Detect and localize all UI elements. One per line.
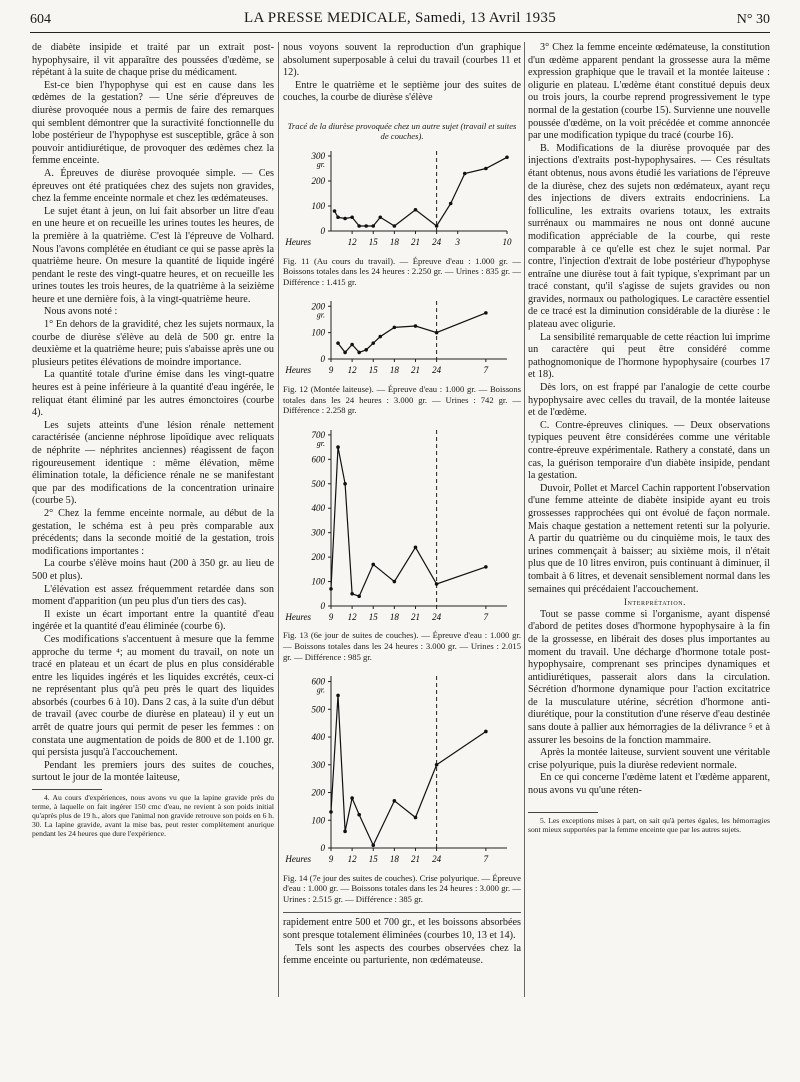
y-unit-label: gr. (316, 438, 325, 448)
y-tick-label: 600 (311, 454, 325, 465)
y-tick-label: 100 (311, 815, 325, 826)
data-point (357, 351, 361, 355)
x-tick-label: 18 (389, 236, 399, 247)
issue-number: N° 30 (736, 12, 770, 27)
data-point (484, 311, 488, 315)
paragraph: nous voyons souvent la reproduction d'un graphique absolument superposable à celui du travail (courbes 11 et 12). (283, 42, 521, 79)
figure-caption: Fig. 13 (6e jour de suites de couches). — Épreuve d'eau : 1.000 gr. — Boissons totales dans les 24 heures : 3.000 gr. — Urines : 2.015 gr. — Différence : 985 gr. (283, 630, 521, 662)
x-tick-label: 12 (347, 854, 357, 865)
paragraph: L'élévation est assez fréquemment retardée dans son moment d'apparition (un peu plus d'un tiers des cas). (32, 583, 274, 608)
footnote: 4. Au cours d'expériences, nous avons vu que la lapine gravide près du terme, à laquelle on fait ingérer 150 cmc d'eau, ne revient à son poids initial qu'après plus de 19 h., alors que l'animal non gravide retrouve son poids en 6 h. 30. La lapine gravide, avant la mise bas, peut rester complètement anurique pendant les 24 heures que dure l'expérience. (32, 793, 274, 839)
data-point (343, 830, 347, 834)
paragraph: Ces modifications s'accentuent à mesure que la femme approche du terme ⁴; au moment du travail, on note un tracé en plateau et un écart de plus en plus considérable entre les liquides ingérés et les liquides excrétés, ceux-ci ne représentant plus qu'à peu près le quart des liquides absorbés (courbes 6 à 10). Dans 2 cas, à la suite d'un début de travail (avec courbe de diurèse en plateau) il y eut un arrêt de quatre jours qui permit de peser les femmes : on constata une augmentation de poids de 800 et de 1.100 gr. qui persista jusqu'à l'accouchement. (32, 633, 274, 759)
data-point (350, 796, 354, 800)
data-point (371, 844, 375, 848)
data-point (336, 694, 340, 698)
x-tick-label: 21 (410, 611, 420, 622)
y-tick-label: 100 (311, 327, 325, 338)
data-point (435, 224, 439, 228)
y-tick-label: 300 (311, 527, 325, 538)
x-axis-label: Heures (285, 236, 311, 247)
data-point (435, 763, 439, 767)
y-tick-label: 200 (311, 787, 325, 798)
data-point (393, 224, 397, 228)
data-point (393, 579, 397, 583)
y-tick-label: 500 (311, 478, 325, 489)
x-tick-label: 15 (368, 236, 378, 247)
data-point (364, 224, 368, 228)
footnote: 5. Les exceptions mises à part, on sait qu'à pertes égales, les hémorragies sont mieux supportées par la femme enceinte que par les autres sujets. (528, 815, 770, 834)
y-tick-label: 400 (311, 732, 325, 743)
x-tick-label: 15 (368, 365, 378, 376)
x-tick-label: 10 (502, 236, 512, 247)
x-tick-label: 15 (368, 854, 378, 865)
x-tick-label: 12 (347, 611, 357, 622)
x-tick-label: 24 (432, 365, 442, 376)
x-tick-label: 7 (483, 365, 489, 376)
column-divider (278, 42, 279, 997)
data-point (378, 335, 382, 339)
x-tick-label: 9 (328, 854, 334, 865)
x-tick-label: 24 (432, 611, 442, 622)
y-tick-label: 0 (320, 843, 325, 854)
chart-fig-12 (283, 293, 521, 379)
series-line (338, 313, 486, 353)
page-header (30, 8, 770, 33)
y-unit-label: gr. (316, 159, 325, 169)
data-point (371, 342, 375, 346)
figure-caption: Fig. 14 (7e jour des suites de couches). Crise polyurique. — Épreuve d'eau : 1.000 gr. — Boissons totales dans les 24 heures : 3.000 gr. — Urines : 2.515 gr. — Différence : 385 gr. (283, 872, 521, 904)
data-point (343, 217, 347, 221)
y-unit-label: gr. (316, 685, 325, 695)
data-point (449, 202, 453, 206)
data-point (371, 224, 375, 228)
data-point (484, 565, 488, 569)
x-tick-label: 24 (432, 854, 442, 865)
y-tick-label: 400 (311, 502, 325, 513)
chart-fig-13 (283, 422, 521, 626)
paragraph: 1° En dehors de la gravidité, chez les sujets normaux, la courbe de diurèse s'élève au delà de 500 gr. entre la deuxième et la quatrième heure; puis s'abaisse après une ou plusieurs petites élévations de moindre importance. (32, 319, 275, 368)
x-tick-label: 18 (389, 611, 399, 622)
data-point (435, 582, 439, 586)
column-middle (283, 42, 521, 968)
paragraph: En ce qui concerne l'œdème latent et l'œdème apparent, nous avons vu qu'une réten- (528, 772, 770, 797)
paragraph: 2° Chez la femme enceinte normale, au début de la gestation, le schéma est à peu près comparable aux précédents; dans la seconde moitié de la gestation, trois modifications importantes : (32, 507, 274, 557)
paragraph: Il existe un écart important entre la quantité d'eau ingérée et la quantité d'eau éliminée (courbe 6). (32, 608, 274, 633)
paragraph: Le sujet étant à jeun, on lui fait absorber un litre d'eau en une heure et on recueille les urines toutes les heures, de la première à la quatrième. C'est là l'épreuve de Volhard. Nous l'avons complétée en étudiant ce qui se passe après la quatrième heure. On mesure la quantité de liquide ingéré pendant le reste des vingt-quatre heures, et on recueille les urines toutes les trois heures, de la quatrième à la seizième heure et une dernière fois, à la vingt-quatrième heure. (32, 205, 274, 305)
data-point (336, 445, 340, 449)
paragraph: La courbe s'élève moins haut (200 à 350 gr. au lieu de 500 et plus). (32, 558, 274, 582)
data-point (393, 799, 397, 803)
figure-caption: Fig. 12 (Montée laiteuse). — Épreuve d'eau : 1.000 gr. — Boissons totales dans les 24 heures : 3.000 gr. — Urines : 742 gr. — Différence : 2.258 gr. (283, 383, 521, 416)
data-point (484, 730, 488, 734)
data-point (333, 209, 337, 213)
y-tick-label: 0 (320, 354, 325, 365)
y-unit-label: gr. (316, 310, 325, 320)
series-line (331, 447, 486, 596)
x-tick-label: 24 (432, 236, 442, 247)
x-tick-label: 7 (483, 854, 489, 865)
paragraph: de diabète insipide et traité par un extrait post-hypophysaire, il vit apparaître des poussées d'œdème, se répétant à la suite de chaque prise du médicament. (32, 42, 274, 79)
paragraph: rapidement entre 500 et 700 gr., et les boissons absorbées sont presque totalement éliminées (courbes 10, 13 et 14). (283, 917, 521, 942)
data-point (350, 592, 354, 596)
chart-fig-14 (283, 668, 521, 868)
y-tick-label: 100 (311, 200, 325, 211)
x-tick-label: 9 (328, 611, 334, 622)
x-tick-label: 12 (347, 236, 357, 247)
x-tick-label: 21 (410, 236, 420, 247)
column-left (32, 42, 274, 838)
paragraph: Après la montée laiteuse, survient souvent une véritable crise polyurique, puis la diurèse redevient normale. (528, 747, 770, 771)
data-point (329, 810, 333, 814)
paragraph: Nous avons noté : (44, 306, 118, 318)
x-axis-label: Heures (285, 611, 311, 622)
y-tick-label: 200 (311, 175, 325, 186)
x-tick-label: 3 (455, 236, 460, 247)
data-point (435, 331, 439, 335)
data-point (371, 562, 375, 566)
data-point (414, 545, 418, 549)
figure-caption: Fig. 11 (Au cours du travail). — Épreuve d'eau : 1.000 gr. — Boissons totales dans les 24 heures : 2.250 gr. — Urines : 835 gr. — Différence : 1.415 gr. (283, 255, 521, 287)
footnote-rule (32, 789, 102, 790)
data-point (350, 343, 354, 347)
journal-title: LA PRESSE MEDICALE, Samedi, 13 Avril 1935 (243, 10, 557, 26)
paragraph: 3° Chez la femme enceinte œdémateuse, la constitution d'un œdème apparent pendant la grossesse aura la même expression graphique que le travail et la montée laiteuse : oligurie en plateau. L'œdème étant constitué depuis deux ou trois jours, la courbe reprend progressivement le type normal de la gestation (courbe 15). Survienne une nouvelle poussée d'œdème, on la voit précédée et comme annoncée par une modification typique du tracé (courbe 16). (528, 42, 770, 142)
paragraph: Est-ce bien l'hypophyse qui est en cause dans les œdèmes de la gestation? — Une série d'épreuves de diurèse provoquée nous a permis de faire des remarques qui semblent démontrer que la suractivité fonctionnelle du lobe postérieur de l'hypophyse est susceptible, grâce à son pouvoir antidiurétique, de provoquer des œdèmes chez la femme enceinte. (32, 79, 274, 167)
paragraph: La quantité totale d'urine émise dans les vingt-quatre heures est à peine inférieure à la quantité d'eau ingérée, le reliquat étant éliminé par les autres émonctoires (courbe 4). (32, 369, 274, 419)
data-point (463, 172, 467, 176)
y-tick-label: 300 (311, 759, 325, 770)
x-tick-label: 7 (483, 611, 489, 622)
paragraph: C. Contre-épreuves cliniques. — Deux observations typiques peuvent être considérées comme une véritable contre-épreuve expérimentale. Rathery a constaté, dans un cas, la guérison temporaire d'un diabète insipide, pendant la gestation. (528, 419, 770, 482)
series-line (331, 695, 486, 845)
paragraph: Tels sont les aspects des courbes observées chez la femme enceinte ou parturiente, non œdémateuse. (283, 942, 521, 967)
data-point (343, 351, 347, 355)
data-point (357, 813, 361, 817)
x-axis-label: Heures (285, 365, 311, 376)
paragraph: Duvoir, Pollet et Marcel Cachin rapportent l'observation d'une femme atteinte de diabète insipide ayant eu trois grossesses rapprochées qui ont évolué de façon normale. Mais chaque gestation a nettement retenti sur la polyurie. A partir du quatrième ou du cinquième mois, le taux des urines commençait à baisser; au sixième mois, il n'était plus que de 10 litres environ, puis continuant à diminuer, il tombait à 6 litres, et devenait sensiblement normal dans les semaines qui précédaient l'accouchement. (528, 482, 770, 595)
paragraph: Les sujets atteints d'une lésion rénale nettement caractérisée (ancienne néphrose lipoïdique avec reliquats de néphrite — néphrites anciennes) réagissent de façon rigoureusement identique : même élévation, même élimination totale, la déficience rénale ne se manifestant que par des modifications de la concentration urinaire (courbe 5). (32, 419, 274, 507)
y-tick-label: 0 (320, 225, 325, 236)
paragraph: Entre le quatrième et le septième jour des suites de couches, la courbe de diurèse s'élève (283, 79, 521, 104)
x-axis-label: Heures (285, 854, 311, 865)
data-point (336, 342, 340, 346)
x-tick-label: 18 (389, 854, 399, 865)
data-point (343, 482, 347, 486)
y-tick-label: 700 (311, 429, 325, 440)
paragraph: B. Modifications de la diurèse provoquée par des injections d'extraits post-hypophysaires. — Ces résultats étant obtenus, nous avons étudié les variations de l'épreuve de la diurèse, chez des sujets non œdémateux, ayant reçu des injections de divers extraits endocriniens. La folliculine, les extraits ovariens totaux, les extraits surrénaux ou mammaires ne nous ont donné aucune modification appréciable de la courbe, qui reste comparable à ce qu'elle est chez le sujet normal. Par contre, l'injection d'extrait de lobe postérieur d'hypophyse entraîne une diurèse tout à fait typique, s'exprimant par un tracé constant, qu'il s'agisse de sujets gravides ou non gravides, normaux ou pathologiques. Le caractère essentiel de ce tracé est la diminution considérable de la diurèse : le plateau avec oligurie. (528, 142, 770, 331)
y-tick-label: 0 (320, 600, 325, 611)
data-point (414, 325, 418, 329)
chart-fig-11 (283, 143, 521, 251)
paragraph: La sensibilité remarquable de cette réaction lui imprime un caractère qui peut être considéré comme pathognomonique de l'hormone hypophysaire (courbes 17 et 18). (528, 331, 770, 381)
data-point (364, 348, 368, 352)
x-tick-label: 9 (328, 365, 334, 376)
page-number: 604 (30, 12, 51, 27)
y-tick-label: 200 (311, 301, 325, 312)
column-right (528, 42, 770, 834)
divider (283, 912, 521, 913)
paragraph: A. Épreuves de diurèse provoquée simple. — Ces épreuves ont été pratiquées chez des sujets non gravides, chez la femme enceinte normale et chez les œdémateuses. (32, 167, 274, 205)
data-point (414, 816, 418, 820)
y-tick-label: 100 (311, 576, 325, 587)
x-tick-label: 12 (347, 365, 357, 376)
x-tick-label: 15 (368, 611, 378, 622)
y-tick-label: 300 (311, 150, 325, 161)
y-tick-label: 600 (311, 676, 325, 687)
series-line (335, 157, 508, 226)
data-point (484, 167, 488, 171)
chart-series-title: Tracé de la diurèse provoquée chez un autre sujet (travail et suites de couches). (287, 120, 517, 141)
paragraph: Pendant les premiers jours des suites de couches, surtout le jour de la montée laiteuse, (32, 759, 274, 784)
data-point (393, 326, 397, 330)
footnote-rule (528, 812, 598, 813)
data-point (336, 215, 340, 219)
paragraph: Dès lors, on est frappé par l'analogie de cette courbe hypophysaire avec celles du travail, de la montée laiteuse et de l'œdème. (528, 382, 770, 419)
data-point (378, 215, 382, 219)
y-tick-label: 500 (311, 704, 325, 715)
paragraph: Tout se passe comme si l'organisme, ayant dispensé d'abord de petites doses d'hormone hypophysaire à la fin de la grossesse, en libérait des doses plus importantes au moment du travail. Une décharge d'hormone totale post-hypophysaire, comprenant ses principes dynamiques et antidiurétiques, passerait alors dans la circulation. Sécrétion d'hormone dynamique pour l'action excitatrice de la musculature utérine, sécrétion d'hormone anti-diurétique, pour la constitution d'une réserve d'eau destinée sans doute à pallier aux hémorragies de la délivrance ⁵ et à assurer les besoins de la fonction mammaire. (528, 608, 770, 746)
data-point (357, 594, 361, 598)
x-tick-label: 21 (410, 854, 420, 865)
data-point (350, 215, 354, 219)
section-heading: Interprétation. (623, 597, 687, 608)
data-point (505, 155, 509, 159)
data-point (414, 208, 418, 212)
data-point (357, 224, 361, 228)
x-tick-label: 18 (389, 365, 399, 376)
data-point (329, 587, 333, 591)
column-divider (524, 42, 525, 997)
x-tick-label: 21 (410, 365, 420, 376)
y-tick-label: 200 (311, 551, 325, 562)
